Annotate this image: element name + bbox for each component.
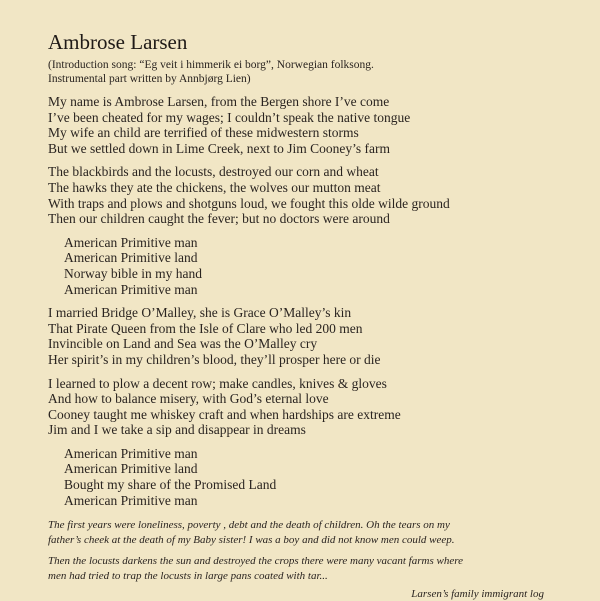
- lyric-line: American Primitive land: [64, 461, 198, 477]
- verse-stanza: [48, 305, 556, 367]
- lyrics-body: [48, 94, 556, 508]
- lyric-line: American Primitive man: [64, 445, 198, 461]
- lyric-line: Bought my share of the Promised Land: [64, 477, 277, 493]
- intro-line: Instrumental part written by Annbjørg Lien): [48, 73, 251, 85]
- lyric-line: American Primitive man: [64, 492, 198, 508]
- lyric-line: Invincible on Land and Sea was the O’Malley cry: [48, 336, 318, 352]
- lyric-line: I learned to plow a decent row; make candles, knives & gloves: [48, 375, 387, 391]
- lyric-line: American Primitive man: [64, 234, 198, 250]
- lyric-line: My wife an child are terrified of these midwestern storms: [48, 125, 359, 141]
- song-title: Ambrose Larsen: [48, 30, 188, 54]
- lyric-line: And how to balance misery, with God’s eternal love: [48, 391, 329, 407]
- verse-stanza: [48, 164, 556, 226]
- chorus-stanza: [48, 235, 556, 297]
- lyric-line: The hawks they ate the chickens, the wolves our mutton meat: [48, 179, 381, 195]
- lyric-line: Then our children caught the fever; but no doctors were around: [48, 211, 390, 227]
- lyric-line: Norway bible in my hand: [64, 265, 202, 281]
- verse-stanza: [48, 94, 556, 156]
- log-credit: Larsen’s family immigrant log: [411, 588, 544, 601]
- log-line: The first years were loneliness, poverty , debt and the death of children. Oh the tears on my: [48, 519, 450, 532]
- log-paragraph: [48, 518, 556, 547]
- lyric-line: That Pirate Queen from the Isle of Clare who led 200 men: [48, 320, 363, 336]
- chorus-stanza: [48, 446, 556, 508]
- log-line: father’s cheek at the death of my Baby sister! I was a boy and did not know men could weep.: [48, 533, 455, 546]
- log-excerpt: [48, 518, 556, 583]
- lyric-line: Her spirit’s in my children’s blood, they’ll prosper here or die: [48, 351, 381, 367]
- log-paragraph: [48, 554, 556, 583]
- lyric-line: I married Bridge O’Malley, she is Grace O’Malley’s kin: [48, 305, 352, 321]
- lyric-line: I’ve been cheated for my wages; I couldn’t speak the native tongue: [48, 109, 411, 125]
- log-line: Then the locusts darkens the sun and destroyed the crops there were many vacant farms where: [48, 555, 463, 568]
- lyric-line: With traps and plows and shotguns loud, we fought this olde wilde ground: [48, 195, 450, 211]
- intro-note: [48, 58, 556, 86]
- intro-line: (Introduction song: “Eg veit i himmerik ei borg”, Norwegian folksong.: [48, 59, 374, 71]
- lyric-line: But we settled down in Lime Creek, next to Jim Cooney’s farm: [48, 140, 390, 156]
- log-line: men had tried to trap the locusts in large pans coated with tar...: [48, 569, 328, 582]
- lyric-line: The blackbirds and the locusts, destroyed our corn and wheat: [48, 164, 379, 180]
- lyric-line: Cooney taught me whiskey craft and when hardships are extreme: [48, 406, 401, 422]
- lyric-line: My name is Ambrose Larsen, from the Bergen shore I’ve come: [48, 94, 390, 109]
- verse-stanza: [48, 376, 556, 438]
- lyric-line: American Primitive man: [64, 281, 198, 297]
- lyric-line: Jim and I we take a sip and disappear in dreams: [48, 422, 306, 438]
- lyric-line: American Primitive land: [64, 250, 198, 266]
